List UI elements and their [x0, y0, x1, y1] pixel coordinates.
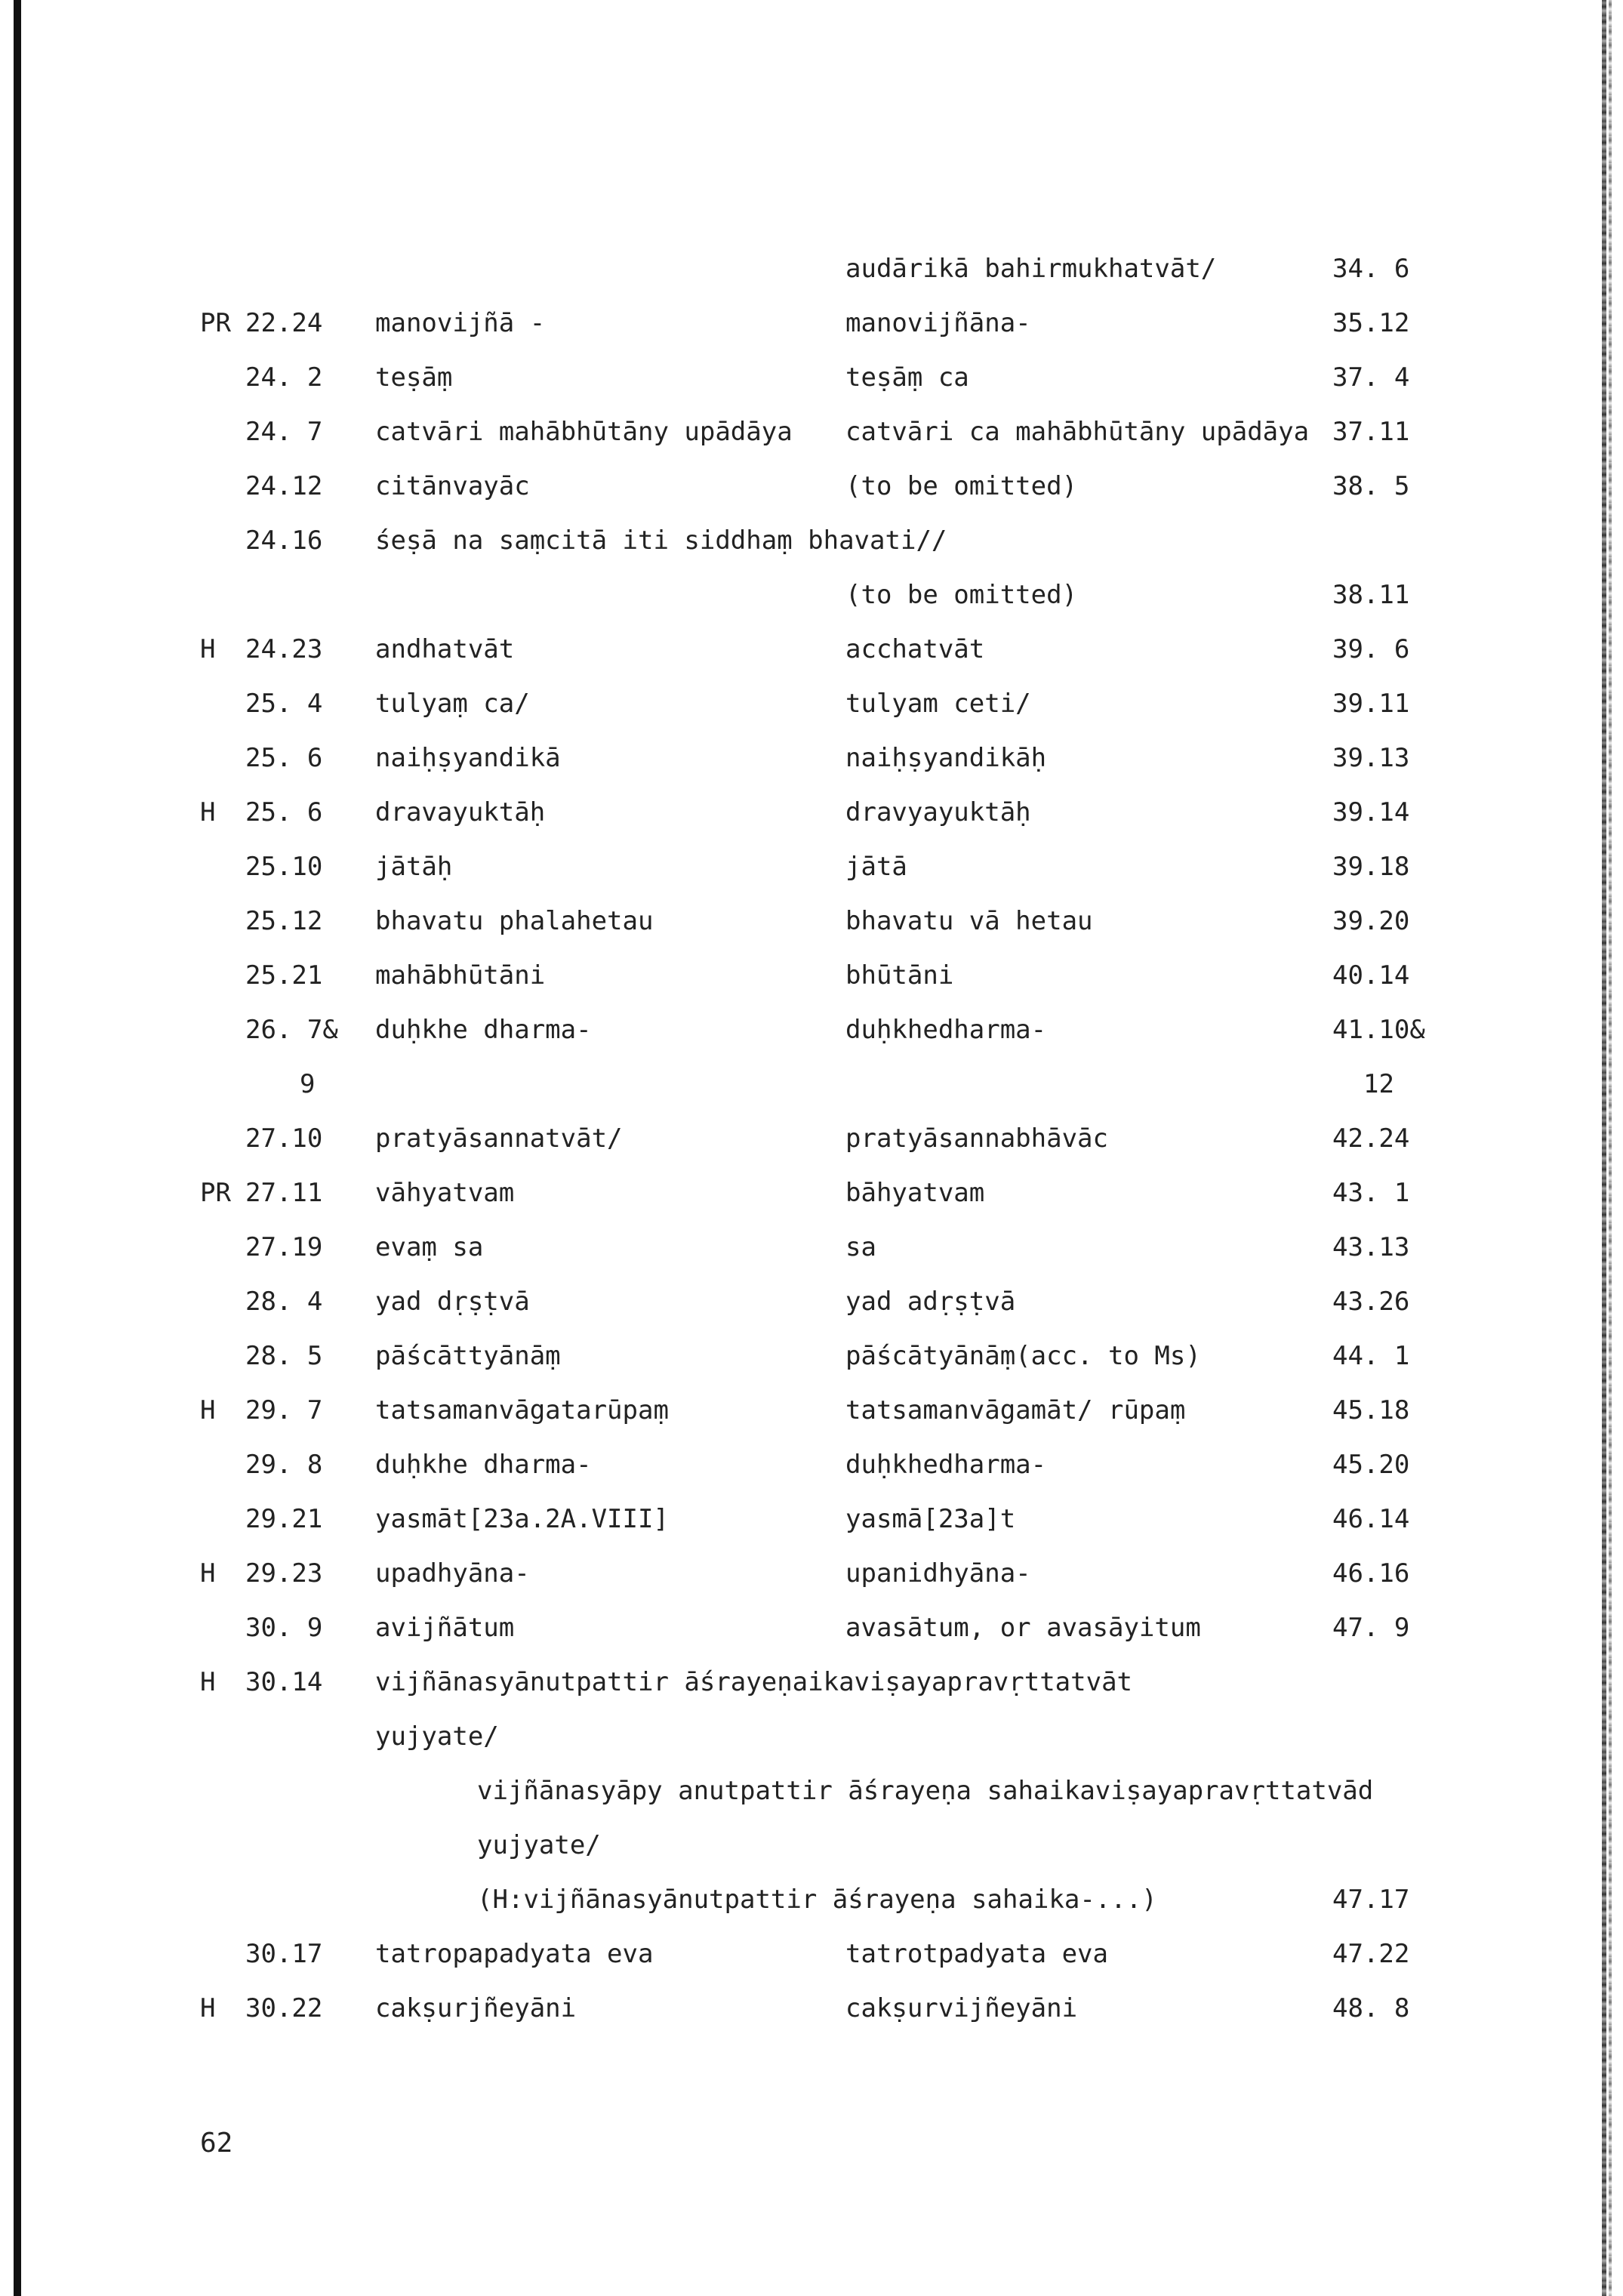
row-ref: H [200, 797, 216, 827]
row-loc: 44. 1 [1332, 1341, 1410, 1371]
row-reading: andhatvāt [375, 634, 515, 664]
row-loc: 45.18 [1332, 1395, 1410, 1425]
row-correction: bhūtāni [845, 960, 954, 991]
row-correction: (to be omitted) [845, 471, 1078, 501]
row-page: 26. 7& [245, 1015, 338, 1045]
row-loc: 39.13 [1332, 743, 1410, 773]
row-correction: tulyam ceti/ [845, 689, 1031, 719]
row-reading: upadhyāna- [375, 1558, 530, 1589]
row-loc: 39.18 [1332, 852, 1410, 882]
row-page: 30. 9 [245, 1613, 323, 1643]
row-correction: pratyāsannabhāvāc [845, 1123, 1108, 1154]
row-reading: pratyāsannatvāt/ [375, 1123, 623, 1154]
row-correction: tatrotpadyata eva [845, 1939, 1108, 1969]
continuation-line: yujyate/ [375, 1721, 499, 1752]
row-correction: yasmā[23a]t [845, 1504, 1016, 1534]
row-ref: H [200, 1667, 216, 1697]
row-page: 29. 8 [245, 1450, 323, 1480]
row-ref: H [200, 1558, 216, 1589]
row-page: 25. 6 [245, 743, 323, 773]
row-reading: manovijñā - [375, 308, 546, 338]
row-page: 27.11 [245, 1178, 323, 1208]
row-correction: tatsamanvāgamāt/ rūpaṃ [845, 1395, 1186, 1425]
row-page: 30.17 [245, 1939, 323, 1969]
row-reading: duḥkhe dharma- [375, 1015, 592, 1045]
row-correction: yad adṛṣṭvā [845, 1287, 1016, 1317]
row-loc: 40.14 [1332, 960, 1410, 991]
row-reading: teṣāṃ [375, 362, 453, 393]
row-correction: upanidhyāna- [845, 1558, 1031, 1589]
row-reading: yasmāt[23a.2A.VIII] [375, 1504, 669, 1534]
continuation-line: yujyate/ [477, 1830, 601, 1860]
row-ref: H [200, 1993, 216, 2023]
row-correction: dravyayuktāḥ [845, 797, 1031, 827]
row-loc: 47.22 [1332, 1939, 1410, 1969]
row-page: 28. 5 [245, 1341, 323, 1371]
row-loc: 41.10& [1332, 1015, 1425, 1045]
row-page: 29.23 [245, 1558, 323, 1589]
row-loc: 39. 6 [1332, 634, 1410, 664]
row-loc: 37.11 [1332, 417, 1410, 447]
row-loc: 34. 6 [1332, 254, 1410, 284]
row-page: 25. 6 [245, 797, 323, 827]
row-reading: tatsamanvāgatarūpaṃ [375, 1395, 669, 1425]
row-correction: sa [845, 1232, 876, 1262]
row-correction: teṣāṃ ca [845, 362, 969, 393]
row-correction: manovijñāna- [845, 308, 1031, 338]
row-ref: PR [200, 1178, 231, 1208]
row-ref: H [200, 1395, 216, 1425]
row-correction: bhavatu vā hetau [845, 906, 1093, 936]
row-page: 30.22 [245, 1993, 323, 2023]
row-page: 25.21 [245, 960, 323, 991]
row-page: 24.23 [245, 634, 323, 664]
continuation-line: (H:vijñānasyānutpattir āśrayeṇa sahaika-...) [477, 1885, 1157, 1915]
row-page: 29.21 [245, 1504, 323, 1534]
row-reading: śeṣā na saṃcitā iti siddhaṃ bhavati// [375, 525, 947, 556]
row-correction: duḥkhedharma- [845, 1015, 1047, 1045]
row-page: 28. 4 [245, 1287, 323, 1317]
row-page: 24.12 [245, 471, 323, 501]
row-correction: avasātum, or avasāyitum [845, 1613, 1201, 1643]
row-page: 29. 7 [245, 1395, 323, 1425]
row-correction: duḥkhedharma- [845, 1450, 1047, 1480]
row-loc: 38. 5 [1332, 471, 1410, 501]
row-page: 27.10 [245, 1123, 323, 1154]
row-ref: H [200, 634, 216, 664]
row-loc: 35.12 [1332, 308, 1410, 338]
continuation-line: vijñānasyāpy anutpattir āśrayeṇa sahaikaviṣayapravṛttatvād [477, 1776, 1374, 1806]
row-correction: bāhyatvam [845, 1178, 985, 1208]
row-loc: 39.11 [1332, 689, 1410, 719]
row-page: 22.24 [245, 308, 323, 338]
row-reading: jātāḥ [375, 852, 453, 882]
row-reading: naiḥṣyandikā [375, 743, 561, 773]
row-page: 25. 4 [245, 689, 323, 719]
row-loc: 38.11 [1332, 580, 1410, 610]
row-page: 24. 7 [245, 417, 323, 447]
row-reading: vijñānasyānutpattir āśrayeṇaikaviṣayapravṛttatvāt [375, 1667, 1133, 1697]
row-reading: mahābhūtāni [375, 960, 546, 991]
row-loc: 42.24 [1332, 1123, 1410, 1154]
row-reading: dravayuktāḥ [375, 797, 546, 827]
row-correction: cakṣurvijñeyāni [845, 1993, 1078, 2023]
row-page: 25.10 [245, 852, 323, 882]
row-reading: tulyaṃ ca/ [375, 689, 530, 719]
row-reading: yad dṛṣṭvā [375, 1287, 530, 1317]
row-page: 30.14 [245, 1667, 323, 1697]
row-correction: acchatvāt [845, 634, 985, 664]
row-loc: 43.13 [1332, 1232, 1410, 1262]
row-loc: 39.14 [1332, 797, 1410, 827]
row-loc: 39.20 [1332, 906, 1410, 936]
row-reading: cakṣurjñeyāni [375, 1993, 577, 2023]
row-reading: tatropapadyata eva [375, 1939, 654, 1969]
row-reading: avijñātum [375, 1613, 515, 1643]
row-correction: (to be omitted) [845, 580, 1078, 610]
row-page: 27.19 [245, 1232, 323, 1262]
row-reading: pāścāttyānāṃ [375, 1341, 561, 1371]
row-page: 25.12 [245, 906, 323, 936]
row-reading: citānvayāc [375, 471, 530, 501]
row-loc: 12 [1363, 1069, 1394, 1099]
row-reading: catvāri mahābhūtāny upādāya [375, 417, 793, 447]
row-loc: 48. 8 [1332, 1993, 1410, 2023]
row-loc: 46.16 [1332, 1558, 1410, 1589]
row-reading: evaṃ sa [375, 1232, 484, 1262]
row-correction: audārikā bahirmukhatvāt/ [845, 254, 1217, 284]
row-loc: 47.17 [1332, 1885, 1410, 1915]
row-loc: 37. 4 [1332, 362, 1410, 393]
page-number: 62 [200, 2128, 233, 2159]
row-page: 9 [300, 1069, 316, 1099]
row-reading: vāhyatvam [375, 1178, 515, 1208]
row-page: 24. 2 [245, 362, 323, 393]
row-loc: 46.14 [1332, 1504, 1410, 1534]
row-reading: duḥkhe dharma- [375, 1450, 592, 1480]
row-loc: 43.26 [1332, 1287, 1410, 1317]
row-correction: naiḥṣyandikāḥ [845, 743, 1047, 773]
row-correction: catvāri ca mahābhūtāny upādāya [845, 417, 1310, 447]
row-page: 24.16 [245, 525, 323, 556]
row-ref: PR [200, 308, 231, 338]
row-reading: bhavatu phalahetau [375, 906, 654, 936]
row-loc: 43. 1 [1332, 1178, 1410, 1208]
row-loc: 47. 9 [1332, 1613, 1410, 1643]
row-correction: pāścātyānāṃ(acc. to Ms) [845, 1341, 1201, 1371]
row-correction: jātā [845, 852, 907, 882]
row-loc: 45.20 [1332, 1450, 1410, 1480]
